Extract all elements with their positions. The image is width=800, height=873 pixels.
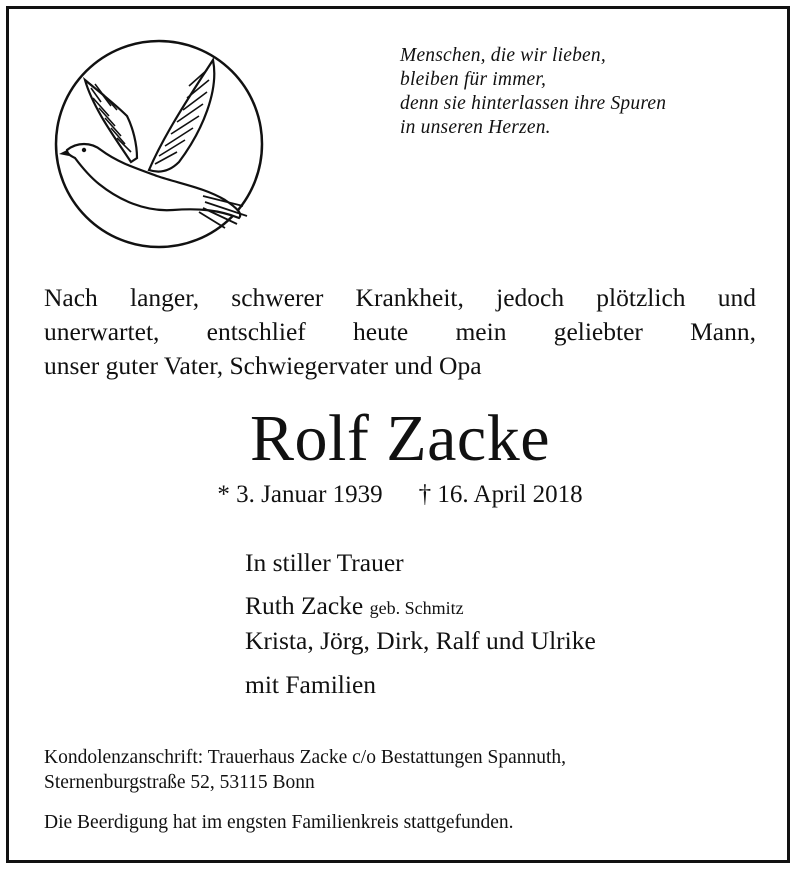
- quote: [400, 44, 666, 140]
- mourning-heading: In stiller Trauer: [245, 548, 404, 577]
- birth-date: * 3. Januar 1939: [217, 481, 383, 508]
- intro-line: Nach langer, schwerer Krankheit, jedoch plötzlich und: [44, 283, 756, 312]
- children-line: Krista, Jörg, Dirk, Ralf und Ulrike: [245, 626, 596, 655]
- families-line: mit Familien: [245, 670, 377, 699]
- intro-line: unser guter Vater, Schwiegervater und Opa: [44, 351, 482, 380]
- quote-line: in unseren Herzen.: [400, 117, 551, 138]
- quote-line: Menschen, die wir lieben,: [400, 45, 606, 66]
- funeral-note: Die Beerdigung hat im engsten Familienkreis stattgefunden.: [44, 812, 514, 833]
- life-dates: [0, 480, 800, 510]
- quote-line: bleiben für immer,: [400, 69, 547, 90]
- deceased-name: Rolf Zacke: [249, 402, 551, 475]
- intro-text: [44, 281, 756, 383]
- quote-line: denn sie hinterlassen ihre Spuren: [400, 93, 667, 114]
- condolence-address-line: Kondolenzanschrift: Trauerhaus Zacke c/o Bestattungen Spannuth,: [44, 747, 567, 768]
- intro-line: unerwartet, entschlief heute mein geliebter Mann,: [44, 317, 756, 346]
- condolence-address-line: Sternenburgstraße 52, 53115 Bonn: [44, 772, 315, 793]
- wife-name: Ruth Zacke: [245, 591, 364, 620]
- wife-line: [245, 591, 464, 623]
- wife-maiden-name: geb. Schmitz: [369, 598, 464, 618]
- dove-in-circle-icon: [53, 38, 265, 250]
- death-date: † 16. April 2018: [418, 481, 583, 508]
